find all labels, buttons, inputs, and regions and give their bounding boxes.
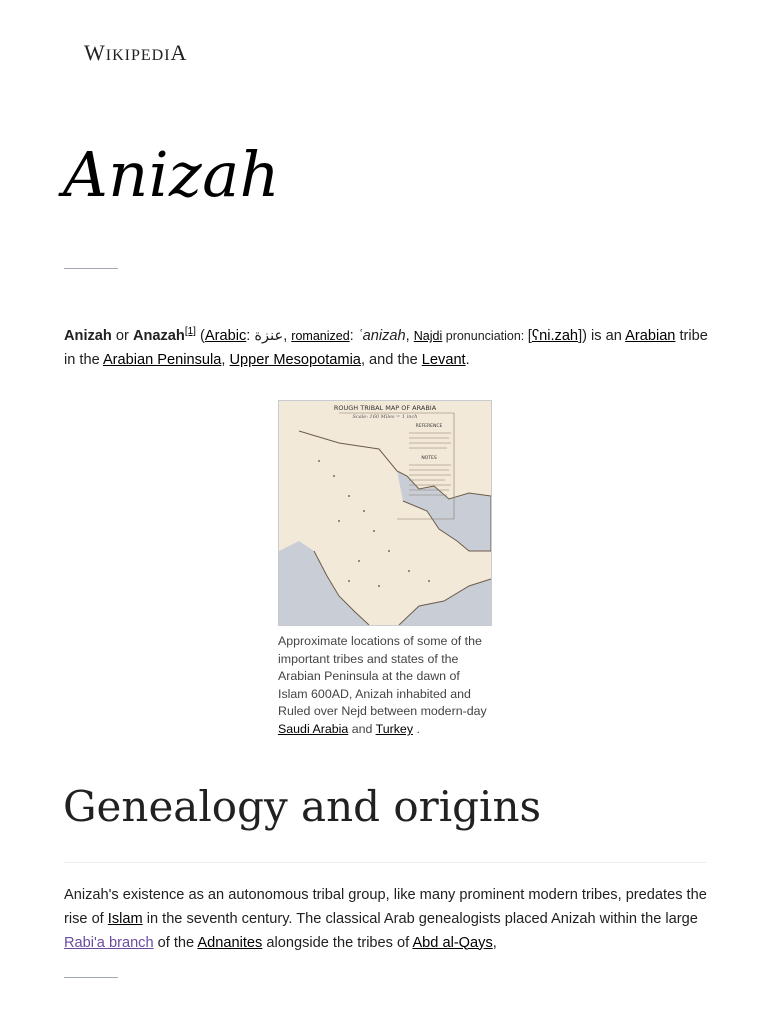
map-scale: Scale: 160 Miles = 1 inch	[352, 414, 418, 420]
lead-text: ,	[283, 328, 292, 344]
map-title: ROUGH TRIBAL MAP OF ARABIA	[333, 404, 437, 412]
caption-text: .	[413, 721, 420, 736]
map-notes-heading: NOTES	[421, 456, 437, 461]
ipa-bracket: [	[527, 328, 532, 344]
arabian-link[interactable]: Arabian	[625, 328, 676, 344]
lead-text: , and the	[360, 352, 422, 368]
logo-last-letter: A	[170, 40, 188, 65]
lead-text: ,	[221, 352, 230, 368]
najdi-link[interactable]: Najdi	[413, 329, 443, 343]
romanized-link[interactable]: romanized	[291, 329, 350, 343]
lead-text: .	[465, 352, 470, 368]
tribal-map-image[interactable]	[278, 400, 492, 626]
lead-text: or	[111, 328, 133, 344]
arabic-link[interactable]: Arabic	[204, 328, 247, 344]
caption-text: and	[348, 721, 376, 736]
lead-bold-anizah: Anizah	[64, 328, 112, 344]
lead-bold-anazah: Anazah	[132, 328, 185, 344]
arabic-script: عنزة	[254, 328, 284, 344]
section-heading-genealogy: Genealogy and origins	[63, 782, 542, 831]
lead-text: :	[349, 328, 358, 344]
saudi-arabia-link[interactable]: Saudi Arabia	[278, 721, 349, 736]
map-figure	[278, 400, 492, 739]
caption-text: Approximate locations of some of the important tribes and states of the Arabian Peninsula at the dawn of Islam 600AD, Anizah inhabited and Ruled over Nejd between modern-day	[278, 634, 487, 719]
rabia-branch-link[interactable]: Rabi'a branch	[64, 934, 154, 951]
paragraph-text: Anizah's existence as an autonomous tribal group, like many prominent modern tribes, predates the rise of	[64, 887, 707, 927]
paragraph-text: ,	[492, 934, 497, 951]
map-reference: REFERENCE	[415, 424, 443, 429]
upper-mesopotamia-link[interactable]: Upper Mesopotamia	[229, 352, 361, 368]
ipa-bracket: ]	[578, 328, 583, 344]
paragraph-text: alongside the tribes of	[262, 934, 413, 951]
transliteration: ʿanizah	[357, 328, 406, 344]
logo-first-letter: W	[84, 40, 106, 65]
turkey-link[interactable]: Turkey	[375, 721, 414, 736]
logo-middle: IKIPEDI	[105, 47, 171, 64]
map-caption	[278, 633, 492, 739]
bottom-divider	[64, 977, 118, 978]
reference-link-1[interactable]: [1]	[184, 326, 196, 338]
section-divider	[64, 862, 706, 863]
lead-text: ,	[405, 328, 414, 344]
lead-text: tribe in the	[64, 328, 708, 368]
lead-text: :	[246, 328, 255, 344]
pronunciation-label: pronunciation:	[442, 329, 528, 343]
wikipedia-logo[interactable]	[84, 40, 187, 66]
paragraph-text: in the seventh century. The classical Arab genealogists placed Anizah within the large	[142, 910, 698, 927]
lead-text: ) is an	[582, 328, 626, 344]
arabian-peninsula-link[interactable]: Arabian Peninsula	[102, 352, 222, 368]
page-title: Anizah	[63, 138, 281, 211]
adnanites-link[interactable]: Adnanites	[197, 934, 263, 951]
abd-al-qays-link[interactable]: Abd al-Qays	[412, 934, 493, 951]
lead-paragraph	[64, 324, 714, 372]
section-paragraph	[64, 884, 714, 955]
map-illustration	[279, 401, 491, 625]
paragraph-text: of the	[153, 934, 198, 951]
lead-text: (	[195, 328, 205, 344]
ipa-link[interactable]: ʕni.zah	[531, 328, 579, 344]
islam-link[interactable]: Islam	[107, 910, 143, 927]
levant-link[interactable]: Levant	[421, 352, 466, 368]
title-divider	[64, 268, 118, 269]
